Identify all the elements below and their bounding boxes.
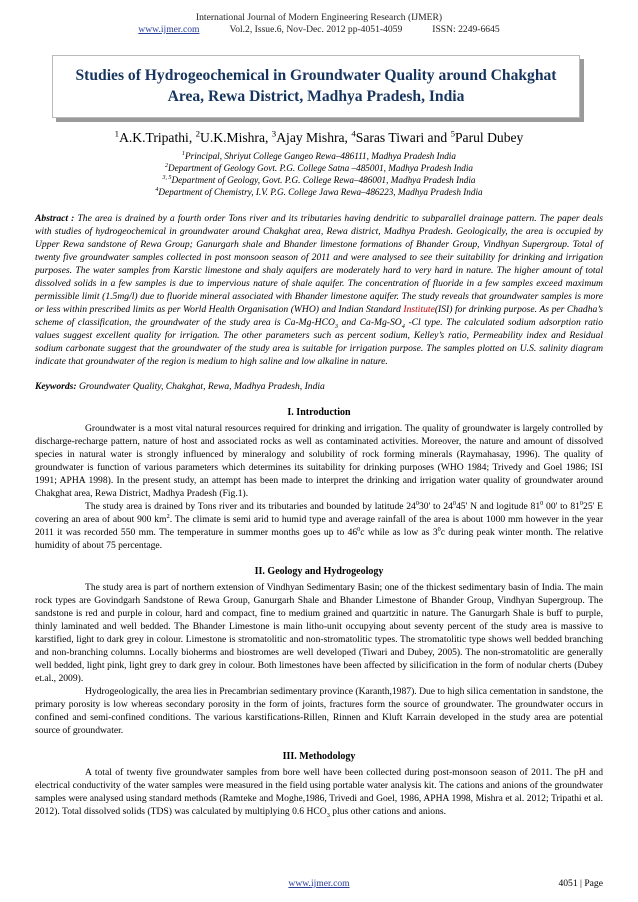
author-2: U.K.Mishra, bbox=[200, 130, 269, 145]
affiliation-1-text: Principal, Shriyut College Gangeo Rewa–486111, Madhya Pradesh India bbox=[185, 151, 456, 161]
page-number: 4051 | Page bbox=[558, 878, 603, 889]
affiliation-3: $^{3, 5}$Department of Geology, Govt. P.G. College Rewa–486001, Madhya Pradesh India bbox=[162, 174, 476, 185]
abstract: Abstract : The area is drained by a fourth order Tons river and its tributaries having dendritic to subparallel drainage pattern. The paper deals with studies of hydrogeochemical in groundwater around Chakghat area, Rewa district, Madhya Pradesh. Geologically, the area is occupied by Upper Rewa sandstone of Rewa Group; Ganurgarh shale and Bhander limestone formations of Bhander Group, Vindhyan Supergroup. Total of twenty five groundwater samples collected in post monsoon season of 2011 and were analysed to see their suitability for drinking and irrigation purposes. The water samples from Karstic limestone and shaly aquifers are moderately hard to very hard in nature. The higher amount of total dissolved solids in a few samples is due to impervious nature of shale aquifer. The concentration of fluoride in a few samples exceed maximum permissible limit (1.5mg/l) due to fluoride mineral associated with Bhander limestone aquifer. The study reveals that groundwater samples is more or less within prescribed limits as per World Health Organisation (WHO) and Indian Standard Institute(ISI) for drinking purpose. As per Chadha’s scheme of classification, the groundwater of the study area is $Ca-Mg-HCO_3$ and $Ca-Mg-SO_4$ -Cl type. The calculated sodium adsorption ratio values suggest excellent quality for irrigation. The other parameters such as percent sodium, Kelley’s ratio, Permeability index and Residual sodium carbonate suggest that the groundwater of the study area is suitable for irrigation purpose. The samples plotted on U.S. salinity diagram indicate that groundwater of the region is medium to high saline and low alkaline in nature. bbox=[35, 213, 604, 367]
paper-body bbox=[35, 212, 603, 818]
journal-name: International Journal of Modern Engineering Research (IJMER) bbox=[195, 12, 443, 23]
methodology-paragraph-1: A total of twenty five groundwater samples from bore well have been collected during post-monsoon season of 2011. The pH and electrical conductivity of the water samples were measured in the field using portable water analysis kit. The cations and anions of the groundwater samples were analysed using standard methods (Ramteke and Moghe,1986, Trivedi and Goel, 1986, APHA 1998, Mishra et al. 2012; Tripathi et al. 2012). Total dissolved solids (TDS) was calculated by multiplying 0.6 $HCO_3$ plus other cations and anions. bbox=[35, 767, 603, 819]
abstract-red-word: Institute bbox=[403, 304, 435, 315]
intro-p2-b: 30' to 24 bbox=[418, 501, 453, 512]
journal-header bbox=[0, 12, 638, 36]
intro-paragraph-1: Groundwater is a most vital natural resources required for drinking and irrigation. The quality of groundwater is largely controlled by discharge-recharge pattern, nature of host and associated rocks as well as contaminated activities. Moreover, the nature and amount of dissolved species in natural water is strongly influenced by mineralogy and solubility of rock forming minerals (Raymahasay, 1996). The quality of groundwater is function of various parameters which determines its suitability for drinking purposes (WHO 1984; Trivedy and Goel 1986; ISI 1991; APHA 1998). In the present study, an attempt has been made to interpret the drinking and irrigation water quality of groundwater around Chakghat area, Rewa District, Madhya Pradesh (Fig.1). bbox=[35, 423, 603, 499]
abstract-text-3: and Ca-Mg-SO bbox=[338, 317, 402, 328]
affiliation-4: $^4$Department of Chemistry, I.V. P.G. College Jawa Rewa–486223, Madhya Pradesh India bbox=[155, 186, 483, 197]
geology-paragraph-1: The study area is part of northern extension of Vindhyan Sedimentary Basin; one of the thickest sedimentary basin of India. The main rock types are Govindgarh Sandstone of Rewa Group, Ganurgarh Shale and Bhander Limestone of Bhander Group, Vindhyan Supergroup. The sandstone is red and purple in colour, hard and compact, fine to medium grained and quartzitic in nature. The Ganurgarh Shale is buff to purple, thinly laminated and well bedded. The Bhander Limestone is main litho-unit occupying about seventy percent of the study area is massive to karstified, light to dark grey in colour. Limestone is stromatolitic and non-stromatolitic types. The stromatolitic type shows well bedded branching and non-branching columns. Locally bioherms and biostromes are well developed (Tiwari and Dubey, 2005). The non-stromatolitic are generally well bedded, light pink, light grey to dark grey in colour. Both limestones have been affected by silicification in the form of nodular cherts (Dubey et.al., 2009). bbox=[35, 582, 603, 684]
abstract-text-1: The area is drained by a fourth order Tons river and its tributaries having dendritic to subparallel drainage pattern. The paper deals with studies of hydrogeochemical in groundwater around Chakghat area, Rewa district, Madhya Pradesh. Geologically, the area is occupied by Upper Rewa sandstone of Rewa Group; Ganurgarh shale and Bhander limestone formations of Bhander Group, Vindhyan Supergroup. Total of twenty five groundwater samples collected in post monsoon season of 2011 and were analysed to see their suitability for drinking and irrigation purposes. The water samples from Karstic limestone and shaly aquifers are moderately hard to very hard in nature. The higher amount of total dissolved solids in a few samples is due to impervious nature of shale aquifer. The concentration of fluoride in a few samples exceed maximum permissible limit (1.5mg/l) due to fluoride mineral associated with Bhander limestone aquifer. The study reveals that groundwater samples is more or less within prescribed limits as per World Health Organisation (WHO) and Indian Standard bbox=[35, 213, 603, 315]
methodology-p1-a: A total of twenty five groundwater samples from bore well have been collected during post-monsoon season of 2011. The pH and electrical conductivity of the water samples were measured in the field using portable water analysis kit. The cations and anions of the groundwater samples were analysed using standard methods (Ramteke and Moghe,1986, Trivedi and Goel, 1986, APHA 1998, Mishra et al. 2012; Tripathi et al. 2012). Total dissolved solids (TDS) was calculated by multiplying 0.6 HCO bbox=[35, 767, 603, 817]
affiliation-list bbox=[0, 150, 638, 198]
intro-p2-e: 25' E covering an area of about 900 km bbox=[35, 501, 603, 525]
intro-p2-h: c during peak winter month. The relative humidity of about 75 percentage. bbox=[35, 527, 603, 551]
intro-p2-a: The study area is drained by Tons river and its tributaries and bounded by latitude 24 bbox=[85, 501, 416, 512]
paper-title-line-1: Studies of Hydrogeochemical in Groundwater Quality around Chakghat bbox=[75, 67, 557, 84]
journal-url-link[interactable]: www.ijmer.com bbox=[138, 24, 200, 35]
affiliation-4-text: Department of Chemistry, I.V. P.G. College Jawa Rewa–486223, Madhya Pradesh India bbox=[158, 187, 483, 197]
section-heading-methodology: III. Methodology bbox=[282, 751, 356, 762]
author-4: Saras Tiwari and bbox=[355, 130, 448, 145]
author-3: Ajay Mishra, bbox=[276, 130, 348, 145]
author-list: $^1$A.K.Tripathi, $^2$U.K.Mishra, $^3$Ajay Mishra, $^4$Saras Tiwari and $^5$Parul Dubey bbox=[114, 128, 524, 145]
author-5: Parul Dubey bbox=[455, 130, 524, 145]
section-heading-introduction: I. Introduction bbox=[287, 407, 351, 418]
abstract-text-4: -Cl type. The calculated sodium adsorption ratio values suggest excellent quality for irrigation. The other parameters such as percent sodium, Kelley’s ratio, Permeability index and Residual sodium carbonate suggest that the groundwater of the study area is suitable for irrigation purpose. The samples plotted on U.S. salinity diagram indicate that groundwater of the region is medium to high saline and low alkaline in nature. bbox=[35, 317, 604, 367]
geology-paragraph-2: Hydrogeologically, the area lies in Precambrian sedimentary province (Karanth,1987). Due to high silica cementation in sandstone, the primary porosity is low whereas secondary porosity in the form of joints, fractures form the source of groundwater. The groundwater occurs in confined and semi-confined conditions. The various karstifications-Rillen, Rinnen and Kluft Karrain developed in the study area are potential source of groundwater. bbox=[35, 686, 603, 736]
abstract-label: Abstract : bbox=[35, 213, 75, 224]
title-box bbox=[52, 55, 580, 118]
intro-p2-d: 00' to 81 bbox=[543, 501, 580, 512]
volume-info: Vol.2, Issue.6, Nov-Dec. 2012 pp-4051-4059 bbox=[229, 24, 403, 35]
intro-p2-g: c while as low as 3 bbox=[360, 527, 438, 538]
footer-url-link[interactable]: www.ijmer.com bbox=[288, 878, 350, 889]
methodology-p1-b: plus other cations and anions. bbox=[329, 806, 447, 817]
affiliation-2-text: Department of Geology Govt. P.G. College Satna –485001, Madhya Pradesh India bbox=[167, 163, 473, 173]
intro-p2-c: 45' N and logitude 81 bbox=[456, 501, 541, 512]
author-1: A.K.Tripathi, bbox=[119, 130, 193, 145]
section-heading-geology: II. Geology and Hydrogeology bbox=[254, 566, 384, 577]
intro-paragraph-2: The study area is drained by Tons river and its tributaries and bounded by latitude $24^030'$ to $24^045'$ N and logitude $81^0$ 00' to $81^025'$ E covering an area of about 900 $km^2$. The climate is semi arid to humid type and average rainfall of the area is about 1000 mm however in the year 2011 it was recorded 550 mm. The temperature in summer months goes up to $46^0c$ while as low as $3^0c$ during peak winter month. The relative humidity of about 75 percentage. bbox=[35, 499, 604, 551]
abstract-text-2: (ISI) for drinking purpose. As per Chadha’s scheme of classification, the groundwater of the study area is Ca-Mg-HCO bbox=[35, 304, 603, 328]
keywords bbox=[35, 380, 603, 393]
affiliation-1: $^1$Principal, Shriyut College Gangeo Rewa–486111, Madhya Pradesh India bbox=[182, 150, 456, 161]
keywords-text: Groundwater Quality, Chakghat, Rewa, Madhya Pradesh, India bbox=[76, 381, 325, 392]
affiliation-3-text: Department of Geology, Govt. P.G. College Rewa–486001, Madhya Pradesh India bbox=[171, 175, 476, 185]
intro-p2-f: . The climate is semi arid to humid type and average rainfall of the area is about 1000 mm however in the year 2011 it was recorded 550 mm. The temperature in summer months goes up to 46 bbox=[35, 514, 604, 538]
issn-info: ISSN: 2249-6645 bbox=[432, 24, 500, 35]
keywords-label: Keywords: bbox=[35, 381, 77, 392]
paper-title-line-2: Area, Rewa District, Madhya Pradesh, India bbox=[167, 88, 465, 105]
affiliation-2: $^2$Department of Geology Govt. P.G. College Satna –485001, Madhya Pradesh India bbox=[164, 162, 473, 173]
